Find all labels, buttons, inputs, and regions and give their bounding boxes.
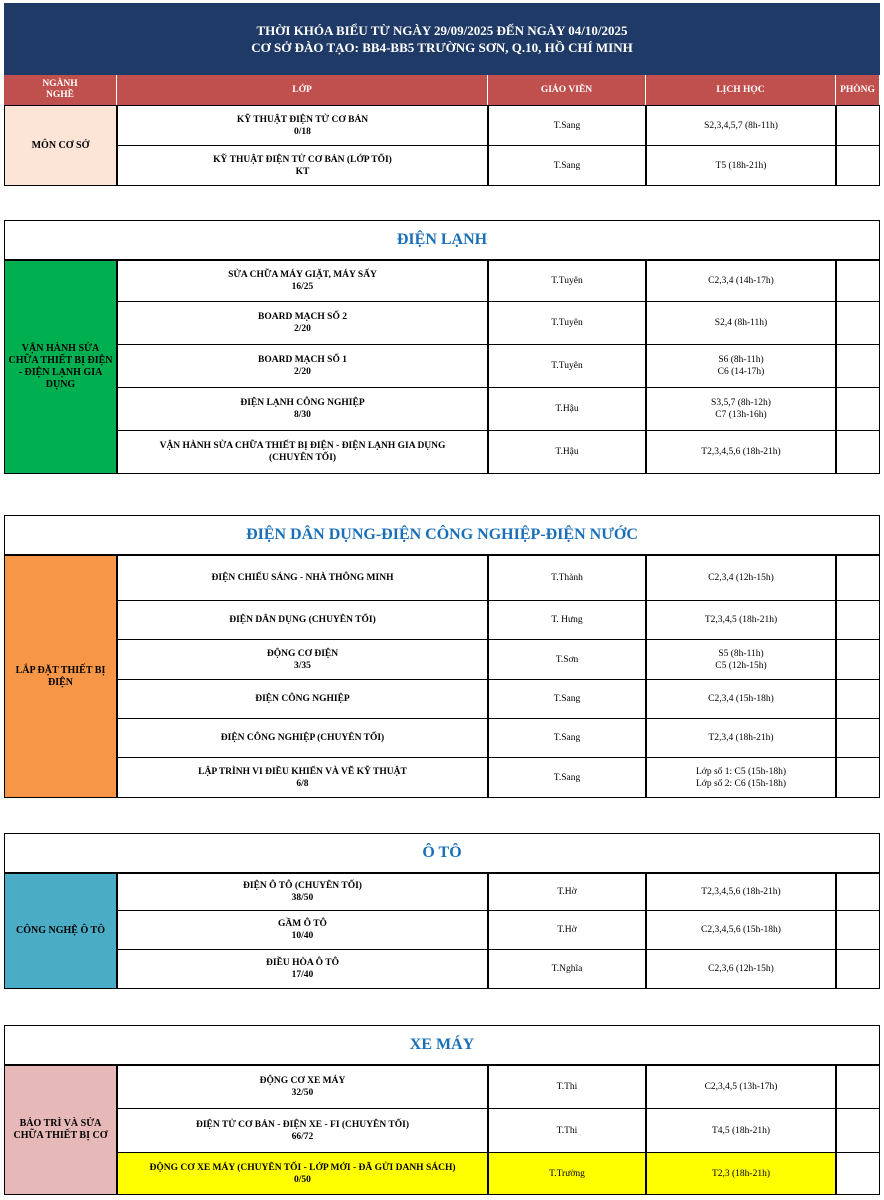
teacher-cell: [488, 388, 646, 431]
category-cell: [4, 873, 117, 989]
teacher-cell: [488, 555, 646, 601]
schedule-cell: [646, 1109, 836, 1153]
room-cell: [836, 950, 880, 989]
teacher-name: T.Tuyên: [551, 318, 583, 328]
room-cell: [836, 719, 880, 758]
schedule-cell: [646, 388, 836, 431]
schedule-line: C2,3,4 (14h-17h): [708, 276, 774, 286]
teacher-name: T.Tuyên: [551, 361, 583, 371]
class-name-line: ĐIỆN CHIẾU SÁNG - NHÀ THÔNG MINH: [211, 573, 394, 583]
teacher-name: T. Hưng: [551, 615, 583, 625]
class-name-cell: [117, 302, 488, 345]
teacher-cell: [488, 431, 646, 474]
teacher-cell: [488, 911, 646, 950]
schedule-line: T2,3 (18h-21h): [711, 1168, 771, 1179]
teacher-name: T.Sang: [553, 120, 581, 131]
class-name-line: 8/30: [294, 410, 311, 420]
header-lop: LỚP: [117, 75, 488, 105]
class-name-cell: [117, 1109, 488, 1153]
schedule-cell: [646, 758, 836, 798]
schedule-cell: [646, 1065, 836, 1109]
teacher-name: T.Hờ: [557, 887, 577, 897]
schedule-cell: [646, 302, 836, 345]
class-name-cell: [117, 1065, 488, 1109]
class-name-line: LẬP TRÌNH VI ĐIỀU KHIỂN VÀ VẼ KỸ THUẬT: [198, 766, 407, 777]
class-name-cell: [117, 345, 488, 388]
title-line-2: CƠ SỞ ĐÀO TẠO: BB4-BB5 TRƯỜNG SƠN, Q.10, HỒ CHÍ MINH: [251, 40, 633, 55]
category-label: LẮP ĐẶT THIẾT BỊ ĐIỆN: [15, 664, 106, 688]
room-cell: [836, 1153, 880, 1195]
class-name-line: ĐIỆN LẠNH CÔNG NGHIỆP: [240, 398, 365, 408]
teacher-name: T.Nghĩa: [551, 964, 583, 974]
room-cell: [836, 1065, 880, 1109]
teacher-cell: [488, 1153, 646, 1195]
class-name-line: 17/40: [291, 970, 314, 980]
category-label: MÔN CƠ SỞ: [31, 139, 90, 151]
schedule-cell: [646, 911, 836, 950]
class-name-line: BOARD MẠCH SỐ 1: [258, 355, 347, 365]
class-name-line: ĐỘNG CƠ XE MÁY (CHUYÊN TỐI - LỚP MỚI - ĐÃ GỬI DANH SÁCH): [149, 1162, 456, 1173]
schedule-line: T4,5 (18h-21h): [711, 1125, 771, 1136]
class-name-cell: [117, 873, 488, 911]
schedule-cell: [646, 260, 836, 302]
title-line-1: THỜI KHÓA BIỂU TỪ NGÀY 29/09/2025 ĐẾN NGÀY 04/10/2025: [256, 23, 628, 38]
class-name-line: VẬN HÀNH SỬA CHỮA THIẾT BỊ ĐIỆN - ĐIỆN LẠNH GIA DỤNG: [159, 441, 446, 451]
schedule-title: [4, 3, 880, 75]
teacher-cell: [488, 950, 646, 989]
category-cell: [4, 105, 117, 186]
schedule-line: C2,3,4,5 (13h-17h): [704, 1082, 778, 1092]
schedule-line: Lớp số 1: C5 (15h-18h): [696, 766, 786, 777]
schedule-line: C2,3,6 (12h-15h): [708, 964, 774, 974]
schedule-line: S6 (8h-11h): [718, 355, 764, 365]
room-cell: [836, 105, 880, 146]
header-phong: PHÒNG: [836, 75, 880, 105]
room-cell: [836, 345, 880, 388]
class-name-line: (CHUYÊN TỐI): [268, 453, 337, 463]
header-lich-hoc: LỊCH HỌC: [646, 75, 836, 105]
class-name-cell: [117, 1153, 488, 1195]
class-name-cell: [117, 260, 488, 302]
class-name-line: SỬA CHỮA MÁY GIẶT, MÁY SẤY: [228, 270, 377, 280]
teacher-name: T.Hờ: [557, 925, 577, 935]
schedule-line: S3,5,7 (8h-12h): [711, 398, 771, 408]
schedule-cell: [646, 719, 836, 758]
class-name-line: KỸ THUẬT ĐIỆN TỬ CƠ BẢN: [236, 114, 369, 125]
class-name-cell: [117, 388, 488, 431]
schedule-cell: [646, 555, 836, 601]
schedule-line: C2,3,4 (15h-18h): [708, 694, 774, 704]
class-name-line: ĐỘNG CƠ XE MÁY: [259, 1076, 346, 1086]
room-cell: [836, 146, 880, 186]
teacher-name: T.Sang: [553, 694, 581, 704]
class-name-line: BOARD MẠCH SỐ 2: [258, 312, 347, 322]
room-cell: [836, 302, 880, 345]
category-label: BẢO TRÌ VÀ SỬA CHỮA THIẾT BỊ CƠ: [13, 1118, 108, 1141]
section-title: ĐIỆN LẠNH: [4, 220, 880, 260]
class-name-line: 38/50: [291, 893, 314, 903]
room-cell: [836, 260, 880, 302]
teacher-cell: [488, 302, 646, 345]
teacher-name: T.Thi: [556, 1125, 578, 1136]
schedule-line: T2,3,4,5 (18h-21h): [704, 615, 778, 625]
teacher-cell: [488, 260, 646, 302]
class-name-line: KỸ THUẬT ĐIỆN TỬ CƠ BẢN (LỚP TỐI): [213, 154, 392, 165]
class-name-cell: [117, 601, 488, 640]
teacher-cell: [488, 1065, 646, 1109]
category-cell: [4, 555, 117, 798]
room-cell: [836, 758, 880, 798]
schedule-line: T2,3,4,5,6 (18h-21h): [701, 447, 781, 457]
room-cell: [836, 873, 880, 911]
teacher-name: T.Tuyên: [551, 276, 583, 286]
schedule-cell: [646, 431, 836, 474]
teacher-name: T.Hậu: [555, 404, 579, 414]
class-name-line: ĐIỆN DÂN DỤNG (CHUYÊN TỐI): [229, 615, 376, 625]
section-title: Ô TÔ: [4, 833, 880, 873]
schedule-line: C2,3,4 (12h-15h): [708, 573, 774, 583]
room-cell: [836, 431, 880, 474]
class-name-cell: [117, 105, 488, 146]
class-name-line: 6/8: [296, 778, 309, 789]
class-name-line: 10/40: [291, 931, 314, 941]
class-name-line: 66/72: [291, 1131, 314, 1142]
header-giao-vien: GIÁO VIÊN: [488, 75, 646, 105]
class-name-line: ĐIỆN CÔNG NGHIỆP (CHUYÊN TỐI): [220, 733, 385, 743]
teacher-cell: [488, 146, 646, 186]
schedule-cell: [646, 601, 836, 640]
schedule-line: C6 (14-17h): [717, 367, 765, 377]
schedule-line: T2,3,4,5,6 (18h-21h): [701, 887, 781, 897]
schedule-line: S2,4 (8h-11h): [714, 318, 768, 328]
teacher-cell: [488, 873, 646, 911]
class-name-line: ĐIỆN Ô TÔ (CHUYÊN TỐI): [243, 881, 362, 891]
class-name-line: ĐỘNG CƠ ĐIỆN: [266, 648, 339, 659]
schedule-cell: [646, 640, 836, 680]
teacher-cell: [488, 601, 646, 640]
class-name-cell: [117, 640, 488, 680]
category-label: VẬN HÀNH SỬA CHỮA THIẾT BỊ ĐIỆN - ĐIỆN LẠNH GIA DỤNG: [8, 343, 113, 390]
schedule-line: S5 (8h-11h): [718, 648, 764, 659]
room-cell: [836, 911, 880, 950]
class-name-line: 0/18: [294, 126, 311, 137]
class-name-cell: [117, 680, 488, 719]
category-cell: [4, 1065, 117, 1195]
teacher-name: T.Thi: [556, 1082, 578, 1092]
teacher-name: T.Sang: [553, 733, 581, 743]
room-cell: [836, 388, 880, 431]
schedule-line: C5 (12h-15h): [715, 660, 767, 671]
schedule-line: C2,3,4,5,6 (15h-18h): [701, 925, 781, 935]
teacher-cell: [488, 640, 646, 680]
schedule-cell: [646, 105, 836, 146]
schedule-line: T2,3,4 (18h-21h): [708, 733, 774, 743]
class-name-cell: [117, 431, 488, 474]
schedule-cell: [646, 146, 836, 186]
section-title: ĐIỆN DÂN DỤNG-ĐIỆN CÔNG NGHIỆP-ĐIỆN NƯỚC: [4, 515, 880, 555]
teacher-cell: [488, 345, 646, 388]
class-name-line: ĐIỆN TỬ CƠ BẢN - ĐIỆN XE - FI (CHUYÊN TỐI): [195, 1119, 410, 1130]
class-name-line: ĐIỆN CÔNG NGHIỆP: [255, 694, 350, 704]
class-name-line: 2/20: [294, 367, 311, 377]
class-name-line: 32/50: [291, 1088, 314, 1098]
class-name-line: ĐIỀU HÒA Ô TÔ: [266, 958, 339, 968]
teacher-cell: [488, 105, 646, 146]
class-name-cell: [117, 758, 488, 798]
schedule-cell: [646, 345, 836, 388]
teacher-name: T.Trường: [549, 1168, 585, 1179]
room-cell: [836, 555, 880, 601]
room-cell: [836, 680, 880, 719]
schedule-cell: [646, 680, 836, 719]
schedule-line: C7 (13h-16h): [715, 410, 767, 420]
teacher-name: T.Sang: [553, 772, 581, 783]
class-name-line: KT: [295, 166, 310, 177]
teacher-cell: [488, 758, 646, 798]
schedule-cell: [646, 1153, 836, 1195]
teacher-name: T.Hậu: [555, 447, 579, 457]
schedule-line: T5 (18h-21h): [715, 160, 767, 171]
teacher-name: T.Sang: [553, 160, 581, 171]
teacher-name: T.Thành: [551, 573, 583, 583]
room-cell: [836, 601, 880, 640]
schedule-cell: [646, 950, 836, 989]
header-nganh-nghe: NGÀNH NGHỀ: [4, 75, 117, 105]
teacher-cell: [488, 1109, 646, 1153]
category-label: CÔNG NGHỆ Ô TÔ: [16, 925, 105, 936]
teacher-cell: [488, 680, 646, 719]
schedule-line: S2,3,4,5,7 (8h-11h): [704, 120, 778, 131]
class-name-cell: [117, 555, 488, 601]
class-name-line: 16/25: [291, 282, 314, 292]
schedule-cell: [646, 873, 836, 911]
teacher-cell: [488, 719, 646, 758]
category-cell: [4, 260, 117, 474]
room-cell: [836, 1109, 880, 1153]
class-name-cell: [117, 950, 488, 989]
class-name-line: 2/20: [294, 324, 311, 334]
class-name-line: 0/50: [294, 1174, 311, 1185]
teacher-name: T.Sơn: [555, 654, 579, 665]
section-title: XE MÁY: [4, 1025, 880, 1065]
class-name-cell: [117, 719, 488, 758]
class-name-cell: [117, 146, 488, 186]
class-name-line: 3/35: [294, 660, 311, 671]
class-name-line: GẦM Ô TÔ: [278, 919, 327, 929]
room-cell: [836, 640, 880, 680]
class-name-cell: [117, 911, 488, 950]
schedule-line: Lớp số 2: C6 (15h-18h): [696, 778, 786, 789]
